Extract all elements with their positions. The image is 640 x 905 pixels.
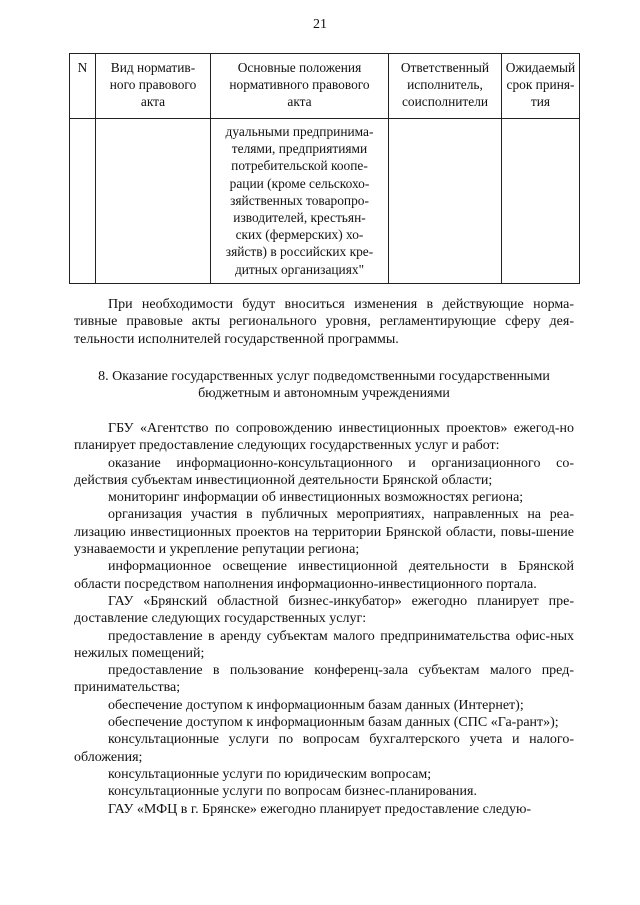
list-item: оказание информационно-консультационного и организационного со-действия субъектам инвестиционной деятельности Брянской области; [74,455,574,488]
section-8-title-block [74,368,574,403]
list-item: организация участия в публичных мероприятиях, направленных на реа-лизацию инвестиционных проектов на территории Брянской области, повы-шение узнаваемости и укрепление репутации региона; [74,507,574,558]
provisions-text: дуальными предпринима- телями, предприятиями потребительской коопе- рации (кроме сельскохо- зяйственных товаропро- изводителей, крестьян- ских (фермерских) хо- зяйств) в российских кре- дитных организациях" [225,124,374,277]
table-row [70,119,580,284]
page-number: 21 [313,17,327,32]
header-expected-date-text: Ожидаемый срок приня- тия [505,60,576,109]
services-text-block [74,420,574,818]
section-8-title: 8. Оказание государственных услуг подведомственными государственными бюджетным и автономным учреждениями [98,369,550,402]
header-act-type-text: Вид норматив- ного правового акта [109,60,197,109]
normative-acts-table [69,53,580,284]
list-item: обеспечение доступом к информационным базам данных (Интернет); [108,697,524,713]
cell-responsible [389,119,502,284]
header-main-provisions [211,54,389,119]
list-item: предоставление в пользование конференц-зала субъектам малого пред-принимательства; [74,663,574,696]
list-item: консультационные услуги по вопросам бухгалтерского учета и налого-обложения; [74,732,574,765]
paragraph-gbu-intro: ГБУ «Агентство по сопровождению инвестиционных проектов» ежегод-но планирует предоставление следующих государственных услуг и работ: [74,421,574,454]
header-number: N [70,54,96,119]
cell-expected-date [502,119,580,284]
header-act-type [96,54,211,119]
list-item: консультационные услуги по вопросам бизнес-планирования. [108,784,477,800]
header-expected-date [502,54,580,119]
cell-number [70,119,96,284]
list-item: консультационные услуги по юридическим вопросам; [108,766,432,782]
cell-main-provisions [211,119,389,284]
list-item: предоставление в аренду субъектам малого предпринимательства офис-ных нежилых помещений; [74,628,574,661]
header-responsible-text: Ответственный исполнитель, соисполнители [400,60,490,109]
paragraph-amendments: При необходимости будут вноситься изменения в действующие норма-тивные правовые акты регионального уровня, регламентирующие сферу дея-тельности исполнителей государственной программы. [74,297,574,347]
intro-paragraph-block [74,296,574,348]
cell-act-type [96,119,211,284]
list-item: мониторинг информации об инвестиционных возможностях региона; [108,490,524,506]
paragraph-gau-mfc-intro: ГАУ «МФЦ в г. Брянске» ежегодно планирует предоставление следую- [108,801,532,817]
list-item: информационное освещение инвестиционной деятельности в Брянской области посредством наполнения информационно-инвестиционного портала. [74,559,574,592]
paragraph-gau-incubator-intro: ГАУ «Брянский областной бизнес-инкубатор» ежегодно планирует пре-доставление следующих государственных услуг: [74,593,574,627]
table-header-row [70,54,580,119]
header-responsible [389,54,502,119]
list-item: обеспечение доступом к информационным базам данных (СПС «Га-рант»); [108,715,559,731]
header-main-provisions-text: Основные положения нормативного правового акта [229,60,370,109]
